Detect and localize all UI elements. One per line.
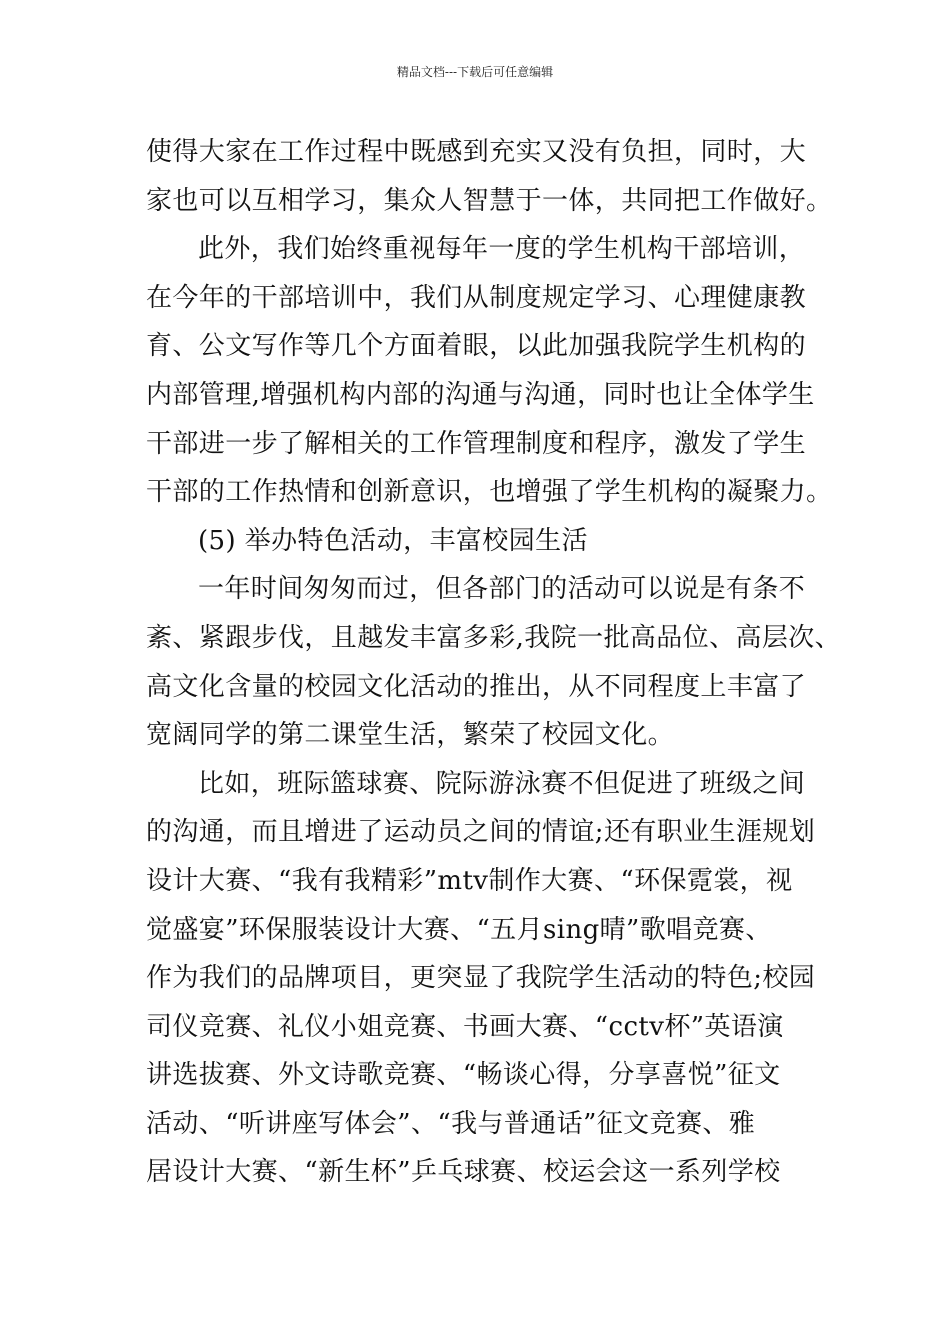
text-line: 讲选拔赛、外文诗歌竞赛、“畅谈心得，分享喜悦”征文 — [146, 1060, 781, 1091]
body-text — [146, 128, 842, 1197]
text-line: 居设计大赛、“新生杯”乒乓球赛、校运会这一系列学校 — [146, 1157, 781, 1188]
paragraph-start-line: 比如，班际篮球赛、院际游泳赛不但促进了班级之间 — [198, 768, 806, 799]
text-line: 干部的工作热情和创新意识，也增强了学生机构的凝聚力。 — [146, 477, 833, 508]
text-line: 活动、“听讲座写体会”、“我与普通话”征文竞赛、雅 — [146, 1108, 756, 1139]
text-line: 家也可以互相学习，集众人智慧于一体，共同把工作做好。 — [146, 185, 833, 216]
page-header: 精品文档---下载后可任意编辑 — [396, 65, 554, 79]
text-line: 干部进一步了解相关的工作管理制度和程序，激发了学生 — [146, 428, 807, 459]
paragraph-start-line: 一年时间匆匆而过，但各部门的活动可以说是有条不 — [198, 574, 806, 605]
section-heading: (5) 举办特色活动，丰富校园生活 — [198, 525, 588, 556]
paragraph-start-line: 此外，我们始终重视每年一度的学生机构干部培训， — [198, 234, 806, 265]
text-line: 内部管理,增强机构内部的沟通与沟通，同时也让全体学生 — [146, 379, 815, 410]
text-line: 宽阔同学的第二课堂生活，繁荣了校园文化。 — [146, 720, 675, 751]
text-line: 的沟通，而且增进了运动员之间的情谊;还有职业生涯规划 — [146, 817, 816, 848]
text-line: 使得大家在工作过程中既感到充实又没有负担，同时，大 — [146, 137, 807, 167]
text-line: 育、公文写作等几个方面着眼，以此加强我院学生机构的 — [146, 331, 807, 362]
text-line: 觉盛宴”环保服装设计大赛、“五月sing晴”歌唱竞赛、 — [146, 914, 772, 945]
text-line: 高文化含量的校园文化活动的推出，从不同程度上丰富了 — [146, 671, 807, 702]
text-line: 作为我们的品牌项目，更突显了我院学生活动的特色;校园 — [146, 963, 816, 994]
text-line: 司仪竞赛、礼仪小姐竞赛、书画大赛、“cctv杯”英语演 — [146, 1011, 784, 1042]
text-line: 设计大赛、“我有我精彩”mtv制作大赛、“环保霓裳，视 — [146, 865, 793, 896]
text-line: 紊、紧跟步伐，且越发丰富多彩,我院一批高品位、高层次、 — [146, 622, 842, 653]
text-line: 在今年的干部培训中，我们从制度规定学习、心理健康教 — [146, 282, 807, 313]
